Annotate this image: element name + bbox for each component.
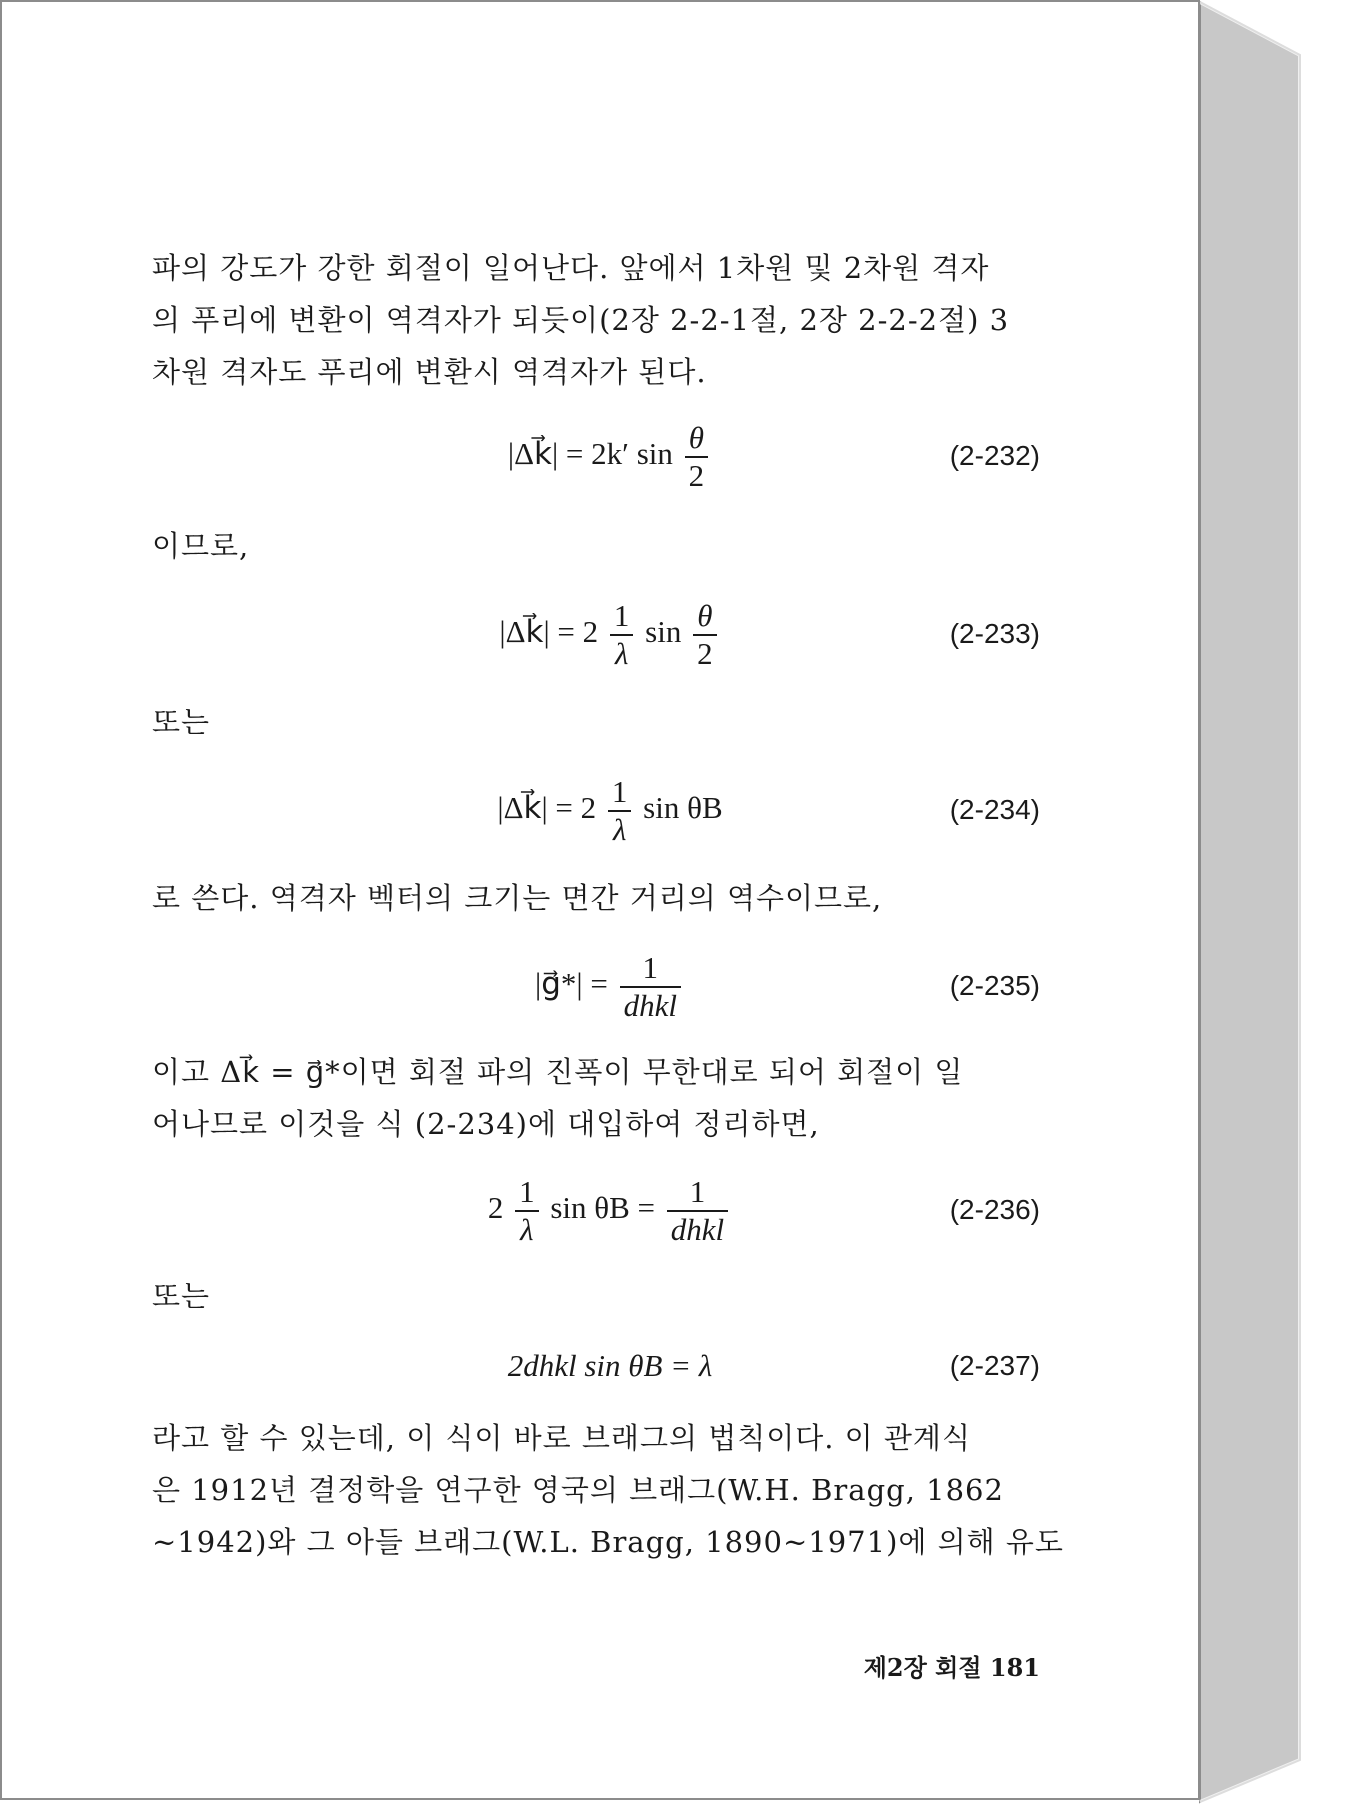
denominator: dhkl [670,1212,725,1247]
numerator: 1 [610,598,634,636]
fraction [685,420,709,494]
numerator: θ [693,598,717,636]
denominator: λ [612,812,627,847]
paragraph-intro [152,242,1032,398]
paragraph-bragg [152,1412,1064,1568]
equation-2-232 [380,420,840,494]
equation-number: (2-232) [949,440,1040,471]
denominator: 2 [697,636,713,671]
text-line: 이고 Δk⃗ = g⃗*이면 회절 파의 진폭이 무한대로 되어 회절이 일 [152,1055,964,1089]
fraction [620,950,681,1024]
numerator: 1 [515,1174,539,1212]
equation-2-236 [380,1174,840,1248]
text-line: 또는 [152,705,211,739]
equation-number: (2-235) [949,970,1040,1001]
eq-sin: sin [645,614,682,650]
fraction [610,598,634,672]
eq-lhs: |Δk⃗| = 2 [499,614,599,650]
text-imeuro [152,520,1032,572]
equation-number: (2-236) [949,1194,1040,1225]
text-line: 라고 할 수 있는데, 이 식이 바로 브래그의 법칙이다. 이 관계식 [152,1421,971,1455]
text-line: 의 푸리에 변환이 역격자가 되듯이(2장 2-2-1절, 2장 2-2-2절) 3 [152,303,1010,337]
page-footer: 제2장 회절 181 [863,1653,1040,1682]
text-line: 이므로, [152,529,250,563]
text-line: 어나므로 이것을 식 (2-234)에 대입하여 정리하면, [152,1107,820,1141]
equation-number: (2-234) [949,794,1040,825]
numerator: 1 [667,1174,728,1212]
eq-mid: sin θB = [550,1190,656,1226]
numerator: θ [685,420,709,458]
equation-2-234 [380,774,840,848]
equation-2-237 [380,1348,840,1384]
paragraph-amplitude [152,1046,1032,1150]
equation-2-233 [380,598,840,672]
eq-rhs: sin θB [643,790,723,826]
text-line: 파의 강도가 강한 회절이 일어난다. 앞에서 1차원 및 2차원 격자 [152,251,990,285]
denominator: λ [614,636,629,671]
equation-number: (2-233) [949,618,1040,649]
text-ttoneun [152,1270,1032,1322]
numerator: 1 [620,950,681,988]
text-line: 또는 [152,1279,211,1313]
denominator: λ [520,1212,534,1247]
fraction [608,774,632,848]
fraction [667,1174,728,1248]
eq-lhs: |Δk⃗| = 2 [497,790,597,826]
text-line: ~1942)와 그 아들 브래그(W.L. Bragg, 1890~1971)에 의해 유도 [152,1525,1064,1559]
text-ttoneun [152,696,1032,748]
paragraph-reciprocal [152,872,1032,924]
text-line: 은 1912년 결정학을 연구한 영국의 브래그(W.H. Bragg, 1862 [152,1473,1004,1507]
denominator: 2 [688,458,705,493]
eq-expr: 2dhkl sin θB = λ [507,1348,713,1383]
equation-2-235 [380,950,840,1024]
eq-lhs: 2 [487,1190,504,1226]
numerator: 1 [608,774,632,812]
text-line: 차원 격자도 푸리에 변환시 역격자가 된다. [152,355,707,389]
denominator: dhkl [623,988,677,1023]
fraction [693,598,717,672]
equation-number: (2-237) [949,1350,1040,1381]
fraction [515,1174,539,1248]
text-line: 로 쓴다. 역격자 벡터의 크기는 면간 거리의 역수이므로, [152,881,883,915]
eq-lhs: |Δk⃗| = 2k′ sin [507,436,673,472]
eq-lhs: |g⃗*| = [535,966,608,1002]
